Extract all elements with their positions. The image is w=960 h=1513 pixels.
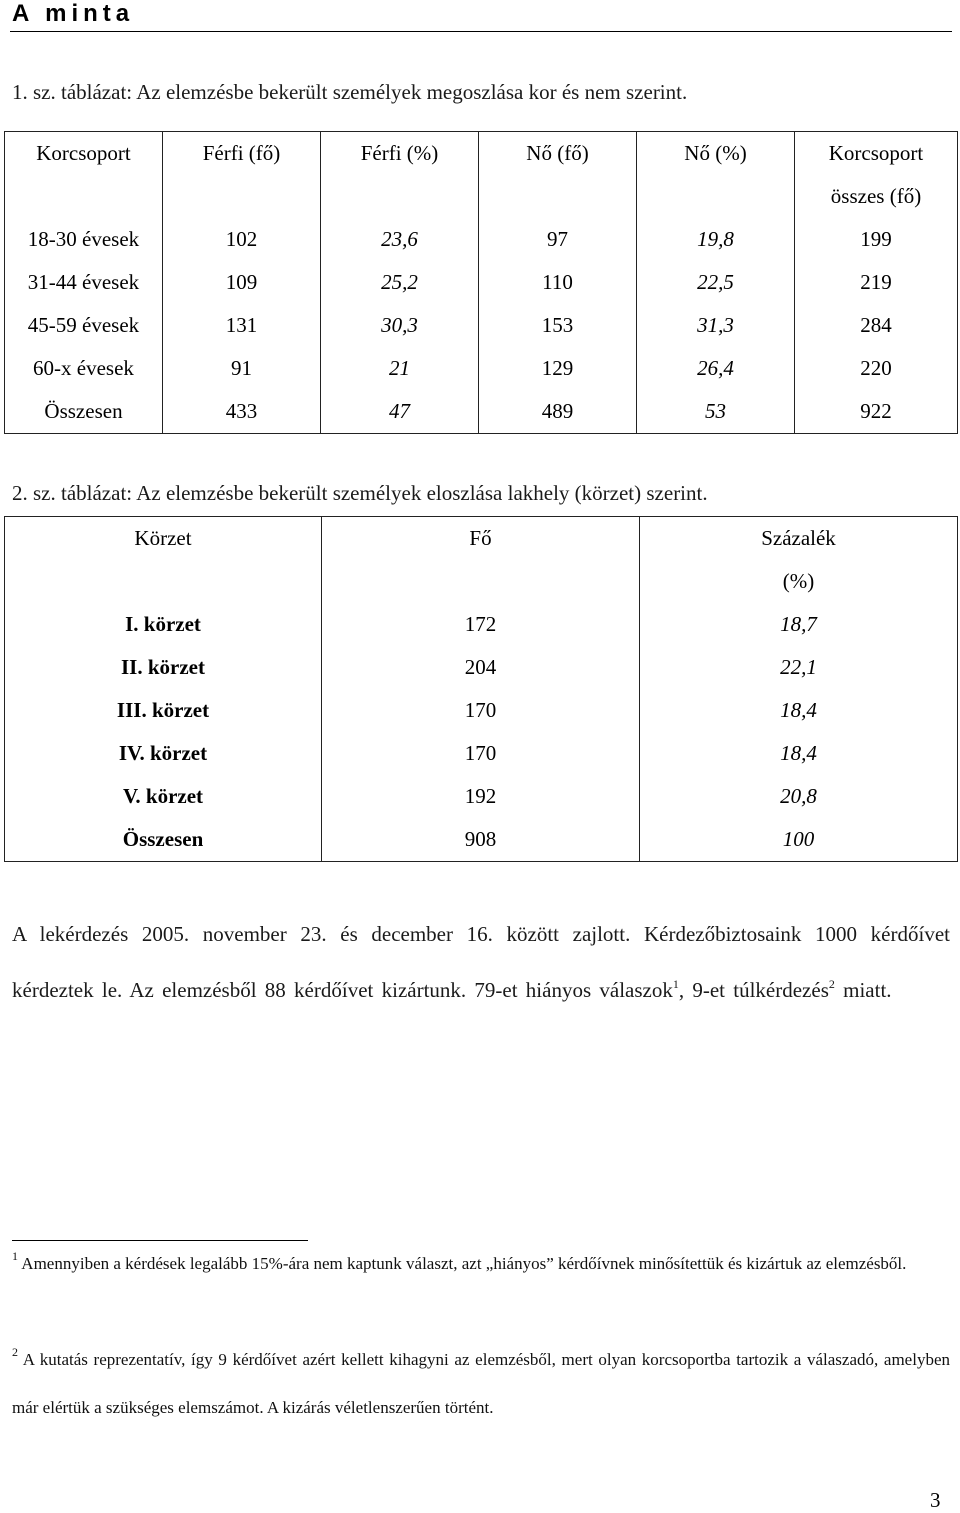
cell: 18,7 bbox=[640, 603, 958, 646]
body-paragraph bbox=[12, 906, 950, 1018]
cell: 19,8 bbox=[637, 218, 795, 261]
cell: 47 bbox=[321, 390, 479, 434]
cell: 109 bbox=[163, 261, 321, 304]
table-row bbox=[5, 775, 958, 818]
cell: 489 bbox=[479, 390, 637, 434]
cell: 131 bbox=[163, 304, 321, 347]
cell: 170 bbox=[322, 732, 640, 775]
row-label: I. körzet bbox=[5, 603, 322, 646]
row-label: II. körzet bbox=[5, 646, 322, 689]
header-line: Korcsoport bbox=[828, 141, 924, 165]
paragraph-text: , 9-et túlkérdezés bbox=[678, 978, 829, 1002]
cell: 97 bbox=[479, 218, 637, 261]
header-line: Százalék bbox=[761, 526, 836, 550]
district-table bbox=[4, 516, 958, 862]
row-label: Összesen bbox=[5, 390, 163, 434]
header-cell: Fő bbox=[322, 517, 640, 604]
footnote-mark: 1 bbox=[12, 1249, 18, 1263]
table-row bbox=[5, 689, 958, 732]
table1-caption: 1. sz. táblázat: Az elemzésbe bekerült személyek megoszlása kor és nem szerint. bbox=[12, 80, 688, 104]
table-row bbox=[5, 603, 958, 646]
cell: 219 bbox=[795, 261, 958, 304]
title-underline bbox=[10, 31, 952, 32]
footnote-text: A kutatás reprezentatív, így 9 kérdőívet azért kellett kihagyni az elemzésből, mert olyan korcsoportba tartozik a válaszadó, amelyben már elértük a szükséges elemszámot. A kizárás véletlenszerűen történt. bbox=[12, 1350, 950, 1417]
header-cell: Férfi (fő) bbox=[163, 132, 321, 219]
row-label: Összesen bbox=[5, 818, 322, 862]
cell: 30,3 bbox=[321, 304, 479, 347]
paragraph-text: A lekérdezés 2005. november 23. és december 16. között zajlott. Kérdezőbiztosaink 1000 kérdőívet kérdeztek le. Az elemzésből 88 kérdőívet kizártunk. 79-et hiányos válaszok bbox=[12, 922, 950, 1002]
table-row bbox=[5, 732, 958, 775]
cell: 220 bbox=[795, 347, 958, 390]
table-row bbox=[5, 390, 958, 434]
row-label: 31-44 évesek bbox=[5, 261, 163, 304]
table-row bbox=[5, 218, 958, 261]
cell: 129 bbox=[479, 347, 637, 390]
row-label: V. körzet bbox=[5, 775, 322, 818]
cell: 53 bbox=[637, 390, 795, 434]
row-label: 45-59 évesek bbox=[5, 304, 163, 347]
section-title: A minta bbox=[12, 0, 135, 27]
table-row bbox=[5, 347, 958, 390]
header-cell: Nő (%) bbox=[637, 132, 795, 219]
cell: 26,4 bbox=[637, 347, 795, 390]
footnote-mark: 2 bbox=[12, 1345, 18, 1359]
table-header-row bbox=[5, 132, 958, 219]
row-label: 18-30 évesek bbox=[5, 218, 163, 261]
cell: 20,8 bbox=[640, 775, 958, 818]
cell: 433 bbox=[163, 390, 321, 434]
cell: 18,4 bbox=[640, 689, 958, 732]
page-number: 3 bbox=[930, 1488, 941, 1512]
paragraph-text: miatt. bbox=[834, 978, 892, 1002]
cell: 22,1 bbox=[640, 646, 958, 689]
header-cell: Férfi (%) bbox=[321, 132, 479, 219]
cell: 110 bbox=[479, 261, 637, 304]
row-label: 60-x évesek bbox=[5, 347, 163, 390]
cell: 204 bbox=[322, 646, 640, 689]
table-header-row bbox=[5, 517, 958, 604]
cell: 284 bbox=[795, 304, 958, 347]
table2-caption: 2. sz. táblázat: Az elemzésbe bekerült személyek eloszlása lakhely (körzet) szerint. bbox=[12, 481, 708, 505]
cell: 91 bbox=[163, 347, 321, 390]
header-cell: Körzet bbox=[5, 517, 322, 604]
footnote-2 bbox=[12, 1336, 950, 1432]
table-row bbox=[5, 261, 958, 304]
cell: 199 bbox=[795, 218, 958, 261]
footnote-text: Amennyiben a kérdések legalább 15%-ára nem kaptunk választ, azt „hiányos” kérdőívnek minősítettük és kizártuk az elemzésből. bbox=[18, 1254, 907, 1273]
cell: 31,3 bbox=[637, 304, 795, 347]
header-cell: Korcsoport bbox=[5, 132, 163, 219]
header-cell bbox=[640, 517, 958, 604]
cell: 192 bbox=[322, 775, 640, 818]
cell: 23,6 bbox=[321, 218, 479, 261]
table-row bbox=[5, 818, 958, 862]
cell: 18,4 bbox=[640, 732, 958, 775]
header-line: (%) bbox=[782, 569, 815, 593]
cell: 21 bbox=[321, 347, 479, 390]
row-label: III. körzet bbox=[5, 689, 322, 732]
table-row bbox=[5, 646, 958, 689]
header-line: összes (fő) bbox=[830, 184, 922, 208]
header-cell bbox=[795, 132, 958, 219]
header-cell: Nő (fő) bbox=[479, 132, 637, 219]
cell: 102 bbox=[163, 218, 321, 261]
footnote-ref[interactable]: 1 bbox=[672, 977, 679, 991]
cell: 153 bbox=[479, 304, 637, 347]
footnote-ref[interactable]: 2 bbox=[828, 977, 835, 991]
cell: 100 bbox=[640, 818, 958, 862]
row-label: IV. körzet bbox=[5, 732, 322, 775]
footnote-1 bbox=[12, 1240, 950, 1288]
cell: 908 bbox=[322, 818, 640, 862]
cell: 170 bbox=[322, 689, 640, 732]
cell: 25,2 bbox=[321, 261, 479, 304]
table-row bbox=[5, 304, 958, 347]
age-gender-table bbox=[4, 131, 958, 434]
cell: 172 bbox=[322, 603, 640, 646]
cell: 22,5 bbox=[637, 261, 795, 304]
cell: 922 bbox=[795, 390, 958, 434]
